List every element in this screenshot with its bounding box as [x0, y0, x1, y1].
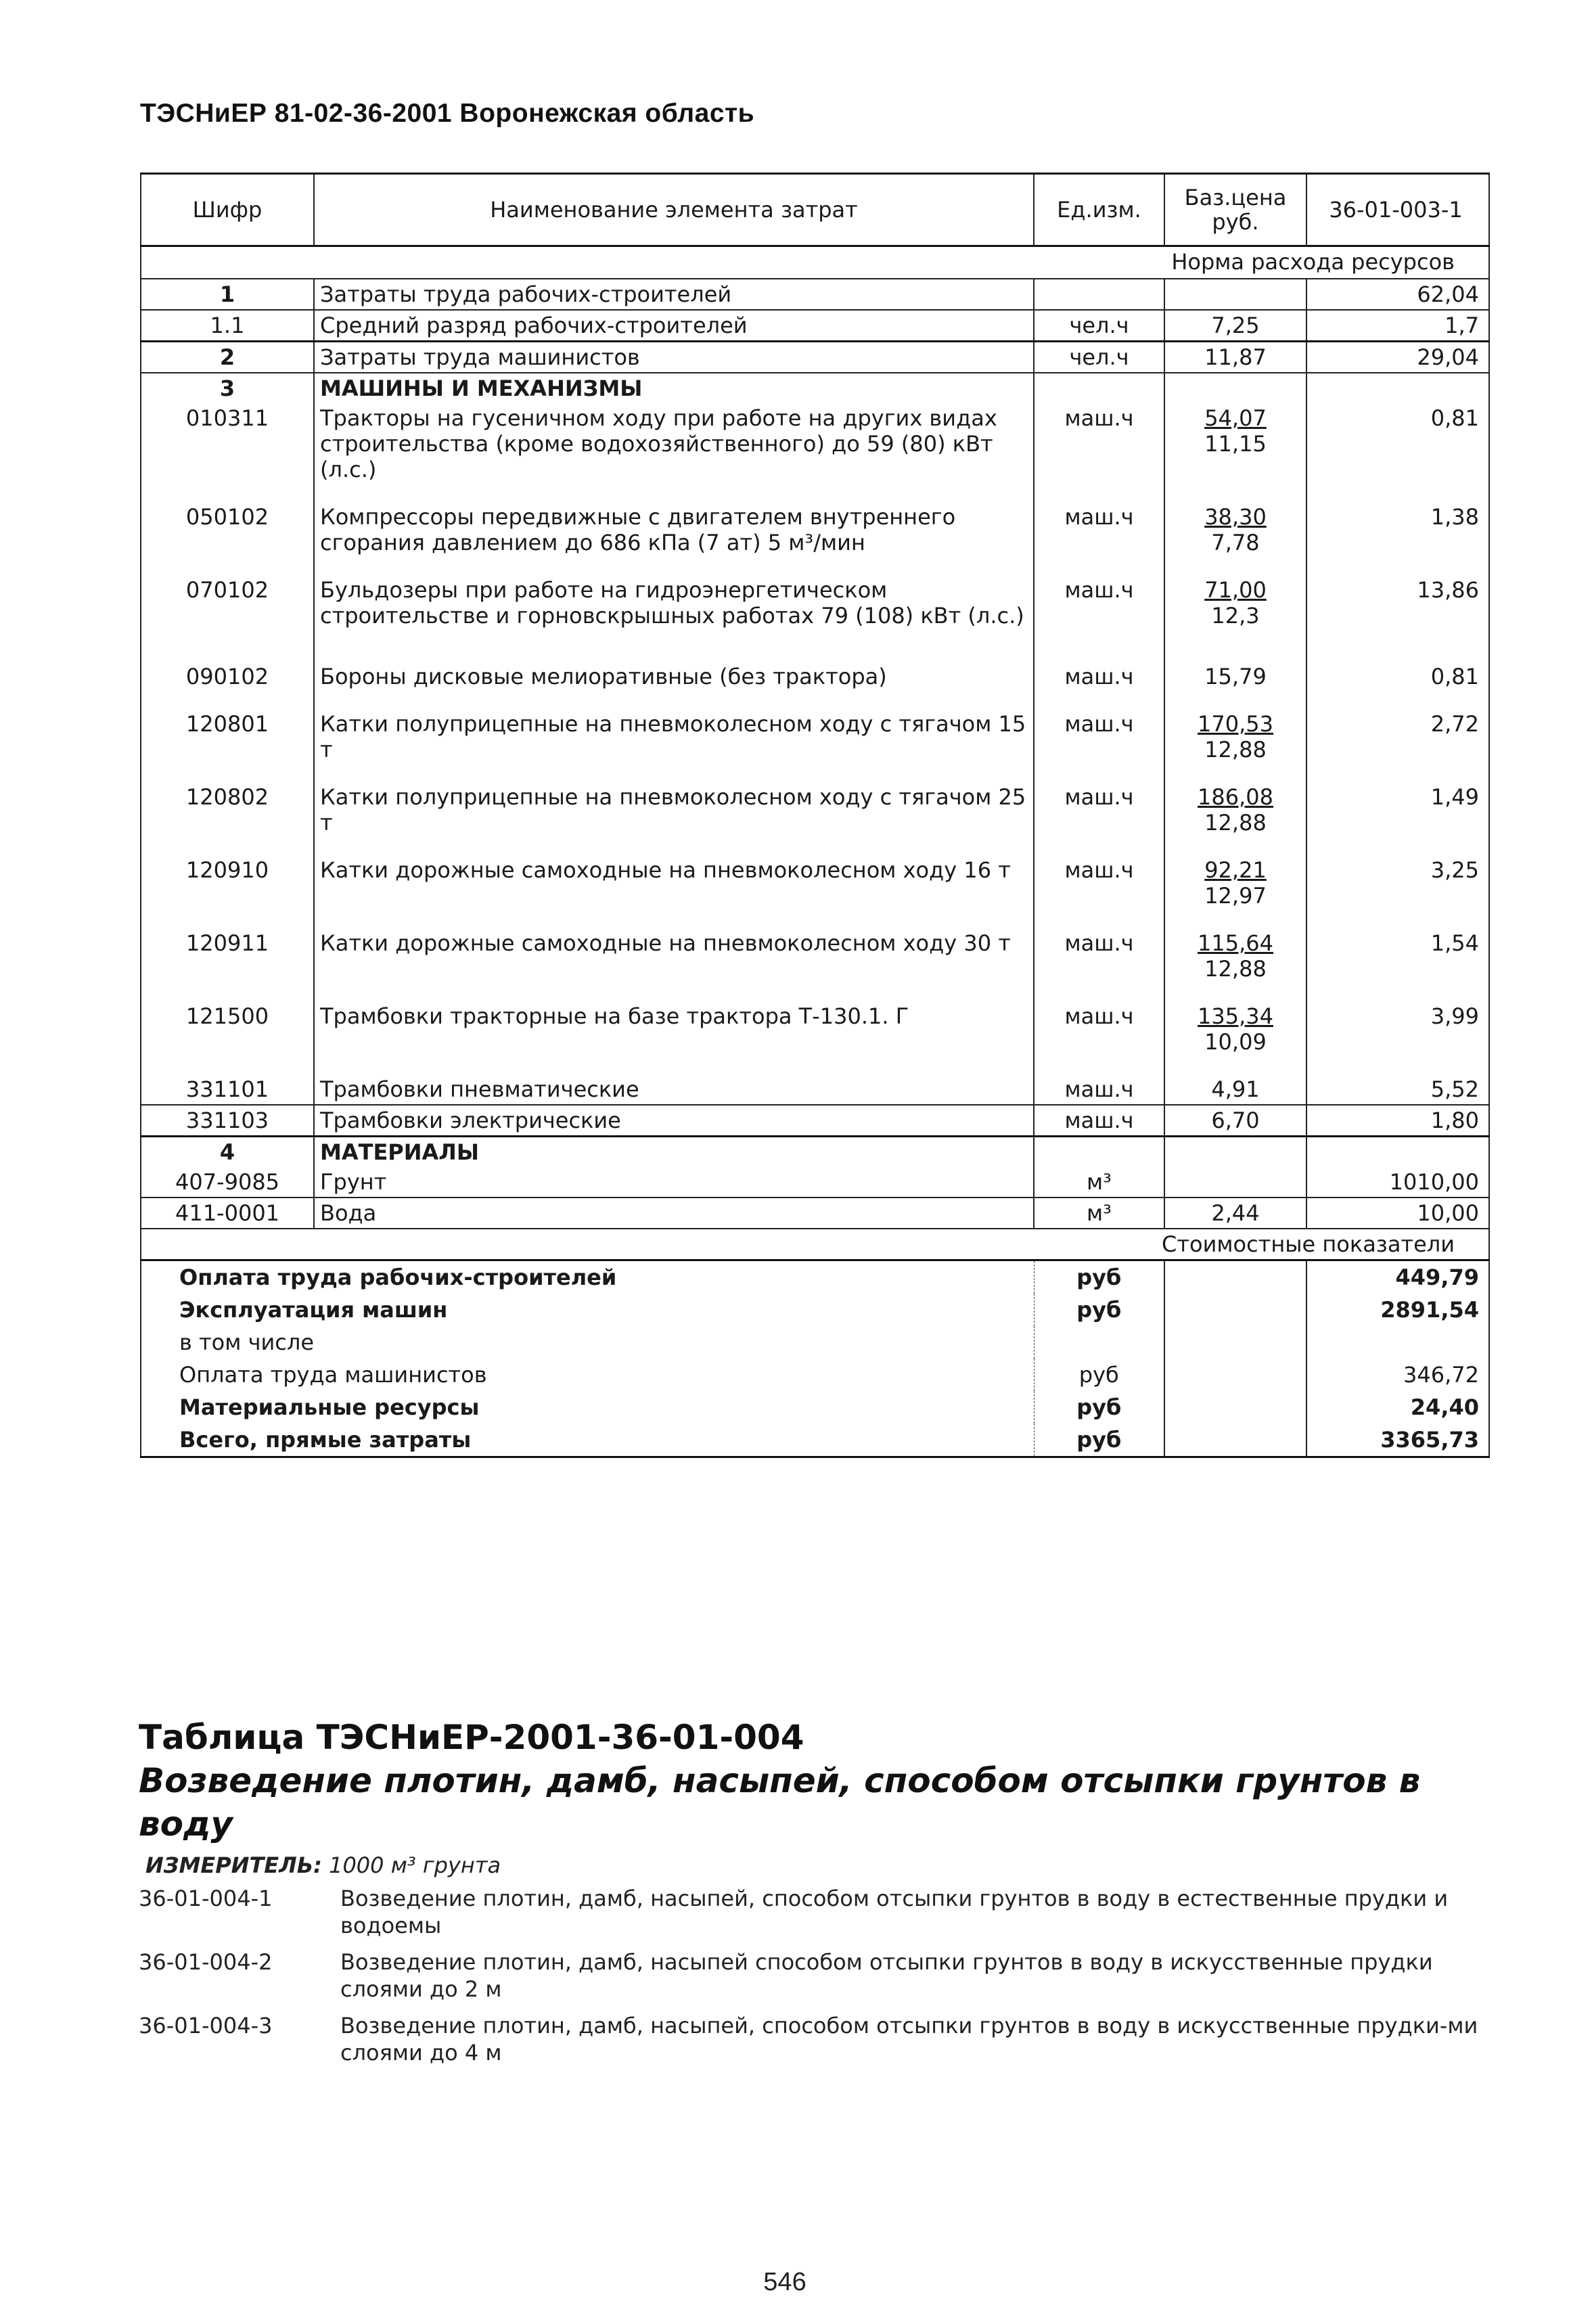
table-row	[141, 279, 1489, 310]
row-norm: 1,80	[1306, 1105, 1489, 1137]
row-unit: маш.ч	[1034, 662, 1164, 691]
summary-unit: руб	[1034, 1423, 1164, 1457]
row-code: 411-0001	[141, 1198, 314, 1229]
row-price-wage: 12,97	[1204, 883, 1267, 909]
row-price: 15,79	[1164, 662, 1306, 691]
row-price-total: 38,30	[1204, 504, 1267, 530]
row-norm: 0,81	[1306, 403, 1489, 484]
row-norm: 10,00	[1306, 1198, 1489, 1229]
row-name: Компрессоры передвижные с двигателем внутреннего сгорания давлением до 686 кПа (7 ат) 5 м³/мин	[314, 502, 1034, 557]
row-unit: маш.ч	[1034, 1105, 1164, 1137]
row-code: 1.1	[141, 310, 314, 342]
row-norm: 13,86	[1306, 575, 1489, 631]
row-price: 4,91	[1164, 1074, 1306, 1105]
row-unit: маш.ч	[1034, 575, 1164, 631]
table-row	[141, 575, 1489, 631]
row-price-wage: 12,88	[1204, 737, 1267, 762]
col-header-unit: Ед.изм.	[1034, 174, 1164, 246]
row-price-total: 71,00	[1204, 577, 1267, 603]
section-title: МАШИНЫ И МЕХАНИЗМЫ	[314, 373, 1034, 403]
row-unit: маш.ч	[1034, 928, 1164, 984]
row-unit: маш.ч	[1034, 1074, 1164, 1105]
table-row	[141, 310, 1489, 342]
summary-value: 346,72	[1306, 1359, 1489, 1391]
row-price: 11,87	[1164, 342, 1306, 373]
summary-label: Оплата труда рабочих-строителей	[141, 1260, 1034, 1294]
row-code: 331101	[141, 1074, 314, 1105]
row-name: Затраты труда машинистов	[314, 342, 1034, 373]
next-table-subtitle: Возведение плотин, дамб, насыпей, способом отсыпки грунтов в воду	[139, 1761, 1421, 1844]
resource-table	[140, 173, 1490, 1458]
row-code: 121500	[141, 1001, 314, 1057]
row-norm: 1010,00	[1306, 1167, 1489, 1198]
row-price: 6,70	[1164, 1105, 1306, 1137]
row-code: 331103	[141, 1105, 314, 1137]
summary-unit: руб	[1034, 1260, 1164, 1294]
row-norm: 1,49	[1306, 782, 1489, 838]
table-row	[141, 1001, 1489, 1057]
meter-value: 1000 м³ грунта	[329, 1852, 501, 1878]
summary-unit: руб	[1034, 1391, 1164, 1423]
row-code: 2	[141, 342, 314, 373]
meter-label: ИЗМЕРИТЕЛЬ:	[145, 1852, 322, 1878]
row-unit: чел.ч	[1034, 310, 1164, 342]
row-name: Бульдозеры при работе на гидроэнергетическом строительстве и горновскрышных работах 79 (108) кВт (л.с.)	[314, 575, 1034, 631]
summary-value	[1306, 1326, 1489, 1359]
row-norm: 3,99	[1306, 1001, 1489, 1057]
row-unit	[1034, 279, 1164, 310]
col-header-name: Наименование элемента затрат	[314, 174, 1034, 246]
summary-value: 24,40	[1306, 1391, 1489, 1423]
col-header-price: Баз.цена руб.	[1164, 174, 1306, 246]
table-row	[141, 928, 1489, 984]
row-norm: 5,52	[1306, 1074, 1489, 1105]
row-price: 2,44	[1164, 1198, 1306, 1229]
row-name: Бороны дисковые мелиоративные (без трактора)	[314, 662, 1034, 691]
row-price-total: 135,34	[1198, 1003, 1273, 1029]
row-price	[1164, 279, 1306, 310]
summary-label: Всего, прямые затраты	[141, 1423, 1034, 1457]
page-number: 546	[763, 2268, 806, 2296]
row-name: Катки полуприцепные на пневмоколесном ходу с тягачом 15 т	[314, 709, 1034, 765]
col-header-code: Шифр	[141, 174, 314, 246]
row-name: Средний разряд рабочих-строителей	[314, 310, 1034, 342]
band-row-norm	[141, 246, 1489, 279]
row-name: Катки дорожные самоходные на пневмоколесном ходу 30 т	[314, 928, 1034, 984]
row-name: Катки дорожные самоходные на пневмоколесном ходу 16 т	[314, 855, 1034, 911]
section-title: МАТЕРИАЛЫ	[314, 1137, 1034, 1168]
summary-row	[141, 1359, 1489, 1391]
row-name: Вода	[314, 1198, 1034, 1229]
variant-text: Возведение плотин, дамб, насыпей способом отсыпки грунтов в воду в искусственные прудки слоями до 2 м	[340, 1949, 1433, 2002]
summary-row	[141, 1391, 1489, 1423]
variant-code: 36-01-004-3	[139, 2013, 273, 2038]
table-row	[141, 1074, 1489, 1105]
row-unit: маш.ч	[1034, 782, 1164, 838]
section-row-machines	[141, 373, 1489, 403]
section-row-materials	[141, 1137, 1489, 1168]
row-unit: м³	[1034, 1167, 1164, 1198]
summary-value: 2891,54	[1306, 1294, 1489, 1326]
row-name: Трамбовки тракторные на базе трактора Т-130.1. Г	[314, 1001, 1034, 1057]
table-header-row	[141, 174, 1489, 246]
summary-row-total	[141, 1423, 1489, 1457]
table-row	[141, 403, 1489, 484]
table-row	[141, 1198, 1489, 1229]
row-code: 050102	[141, 502, 314, 557]
variant-text: Возведение плотин, дамб, насыпей, способом отсыпки грунтов в воду в естественные прудки и водоемы	[340, 1886, 1449, 1938]
row-price-total: 170,53	[1198, 711, 1273, 737]
row-unit: маш.ч	[1034, 1001, 1164, 1057]
row-code: 070102	[141, 575, 314, 631]
col-header-norm: 36-01-003-1	[1306, 174, 1489, 246]
table-row	[141, 782, 1489, 838]
row-norm: 3,25	[1306, 855, 1489, 911]
row-norm: 1,54	[1306, 928, 1489, 984]
row-price-total: 115,64	[1198, 930, 1273, 956]
row-code: 010311	[141, 403, 314, 484]
row-price-total: 54,07	[1204, 405, 1267, 431]
row-unit: маш.ч	[1034, 709, 1164, 765]
row-code: 120910	[141, 855, 314, 911]
summary-unit	[1034, 1326, 1164, 1359]
summary-row	[141, 1326, 1489, 1359]
table-row	[141, 855, 1489, 911]
summary-unit: руб	[1034, 1294, 1164, 1326]
summary-row	[141, 1294, 1489, 1326]
variant-code: 36-01-004-2	[139, 1949, 273, 1975]
summary-value: 3365,73	[1306, 1423, 1489, 1457]
row-code: 1	[141, 279, 314, 310]
band-cost-label: Стоимостные показатели	[141, 1229, 1489, 1260]
row-name: Катки полуприцепные на пневмоколесном ходу с тягачом 25 т	[314, 782, 1034, 838]
row-name: Трамбовки пневматические	[314, 1074, 1034, 1105]
row-norm: 1,38	[1306, 502, 1489, 557]
row-name: Грунт	[314, 1167, 1034, 1198]
variant-item	[139, 1885, 1492, 1939]
summary-row	[141, 1260, 1489, 1294]
row-code: 120911	[141, 928, 314, 984]
row-price-wage: 12,3	[1211, 603, 1260, 629]
table-row	[141, 342, 1489, 373]
variant-item	[139, 2012, 1492, 2066]
row-name: Затраты труда рабочих-строителей	[314, 279, 1034, 310]
variants-list	[139, 1885, 1492, 2076]
row-code: 407-9085	[141, 1167, 314, 1198]
table-row	[141, 662, 1489, 691]
row-unit: чел.ч	[1034, 342, 1164, 373]
meter-line	[145, 1852, 501, 1878]
next-table-title: Таблица ТЭСНиЕР-2001-36-01-004	[139, 1718, 804, 1757]
row-norm: 29,04	[1306, 342, 1489, 373]
variant-code: 36-01-004-1	[139, 1886, 273, 1911]
band-row-cost	[141, 1229, 1489, 1260]
row-unit: маш.ч	[1034, 502, 1164, 557]
row-unit: м³	[1034, 1198, 1164, 1229]
summary-label: Материальные ресурсы	[141, 1391, 1034, 1423]
row-code: 120802	[141, 782, 314, 838]
table-row	[141, 709, 1489, 765]
section-code: 3	[141, 373, 314, 403]
table-row	[141, 1105, 1489, 1137]
page-header: ТЭСНиЕР 81-02-36-2001 Воронежская область	[140, 99, 755, 128]
row-price-wage: 12,88	[1204, 956, 1267, 982]
band-norm-label: Норма расхода ресурсов	[141, 246, 1489, 279]
row-price-wage: 11,15	[1204, 431, 1267, 457]
row-name: Трамбовки электрические	[314, 1105, 1034, 1137]
row-price-wage: 7,78	[1211, 530, 1260, 555]
section-code: 4	[141, 1137, 314, 1168]
row-price-total: 186,08	[1198, 784, 1273, 810]
summary-label: Оплата труда машинистов	[141, 1359, 1034, 1391]
row-price-total: 92,21	[1204, 857, 1267, 883]
row-price-wage: 12,88	[1204, 810, 1267, 836]
row-name: Тракторы на гусеничном ходу при работе на других видах строительства (кроме водохозяйственного) до 59 (80) кВт (л.с.)	[314, 403, 1034, 484]
row-norm: 62,04	[1306, 279, 1489, 310]
summary-label: Эксплуатация машин	[141, 1294, 1034, 1326]
table-row	[141, 502, 1489, 557]
table-row	[141, 1167, 1489, 1198]
row-unit: маш.ч	[1034, 855, 1164, 911]
variant-text: Возведение плотин, дамб, насыпей, способом отсыпки грунтов в воду в искусственные прудки-ми слоями до 4 м	[340, 2013, 1478, 2066]
row-price	[1164, 1167, 1306, 1198]
row-code: 090102	[141, 662, 314, 691]
row-norm: 0,81	[1306, 662, 1489, 691]
row-norm: 2,72	[1306, 709, 1489, 765]
row-price-wage: 10,09	[1204, 1029, 1267, 1055]
summary-value: 449,79	[1306, 1260, 1489, 1294]
row-price: 7,25	[1164, 310, 1306, 342]
summary-label: в том числе	[141, 1326, 1034, 1359]
row-unit: маш.ч	[1034, 403, 1164, 484]
row-norm: 1,7	[1306, 310, 1489, 342]
variant-item	[139, 1949, 1492, 2003]
summary-unit: руб	[1034, 1359, 1164, 1391]
row-code: 120801	[141, 709, 314, 765]
